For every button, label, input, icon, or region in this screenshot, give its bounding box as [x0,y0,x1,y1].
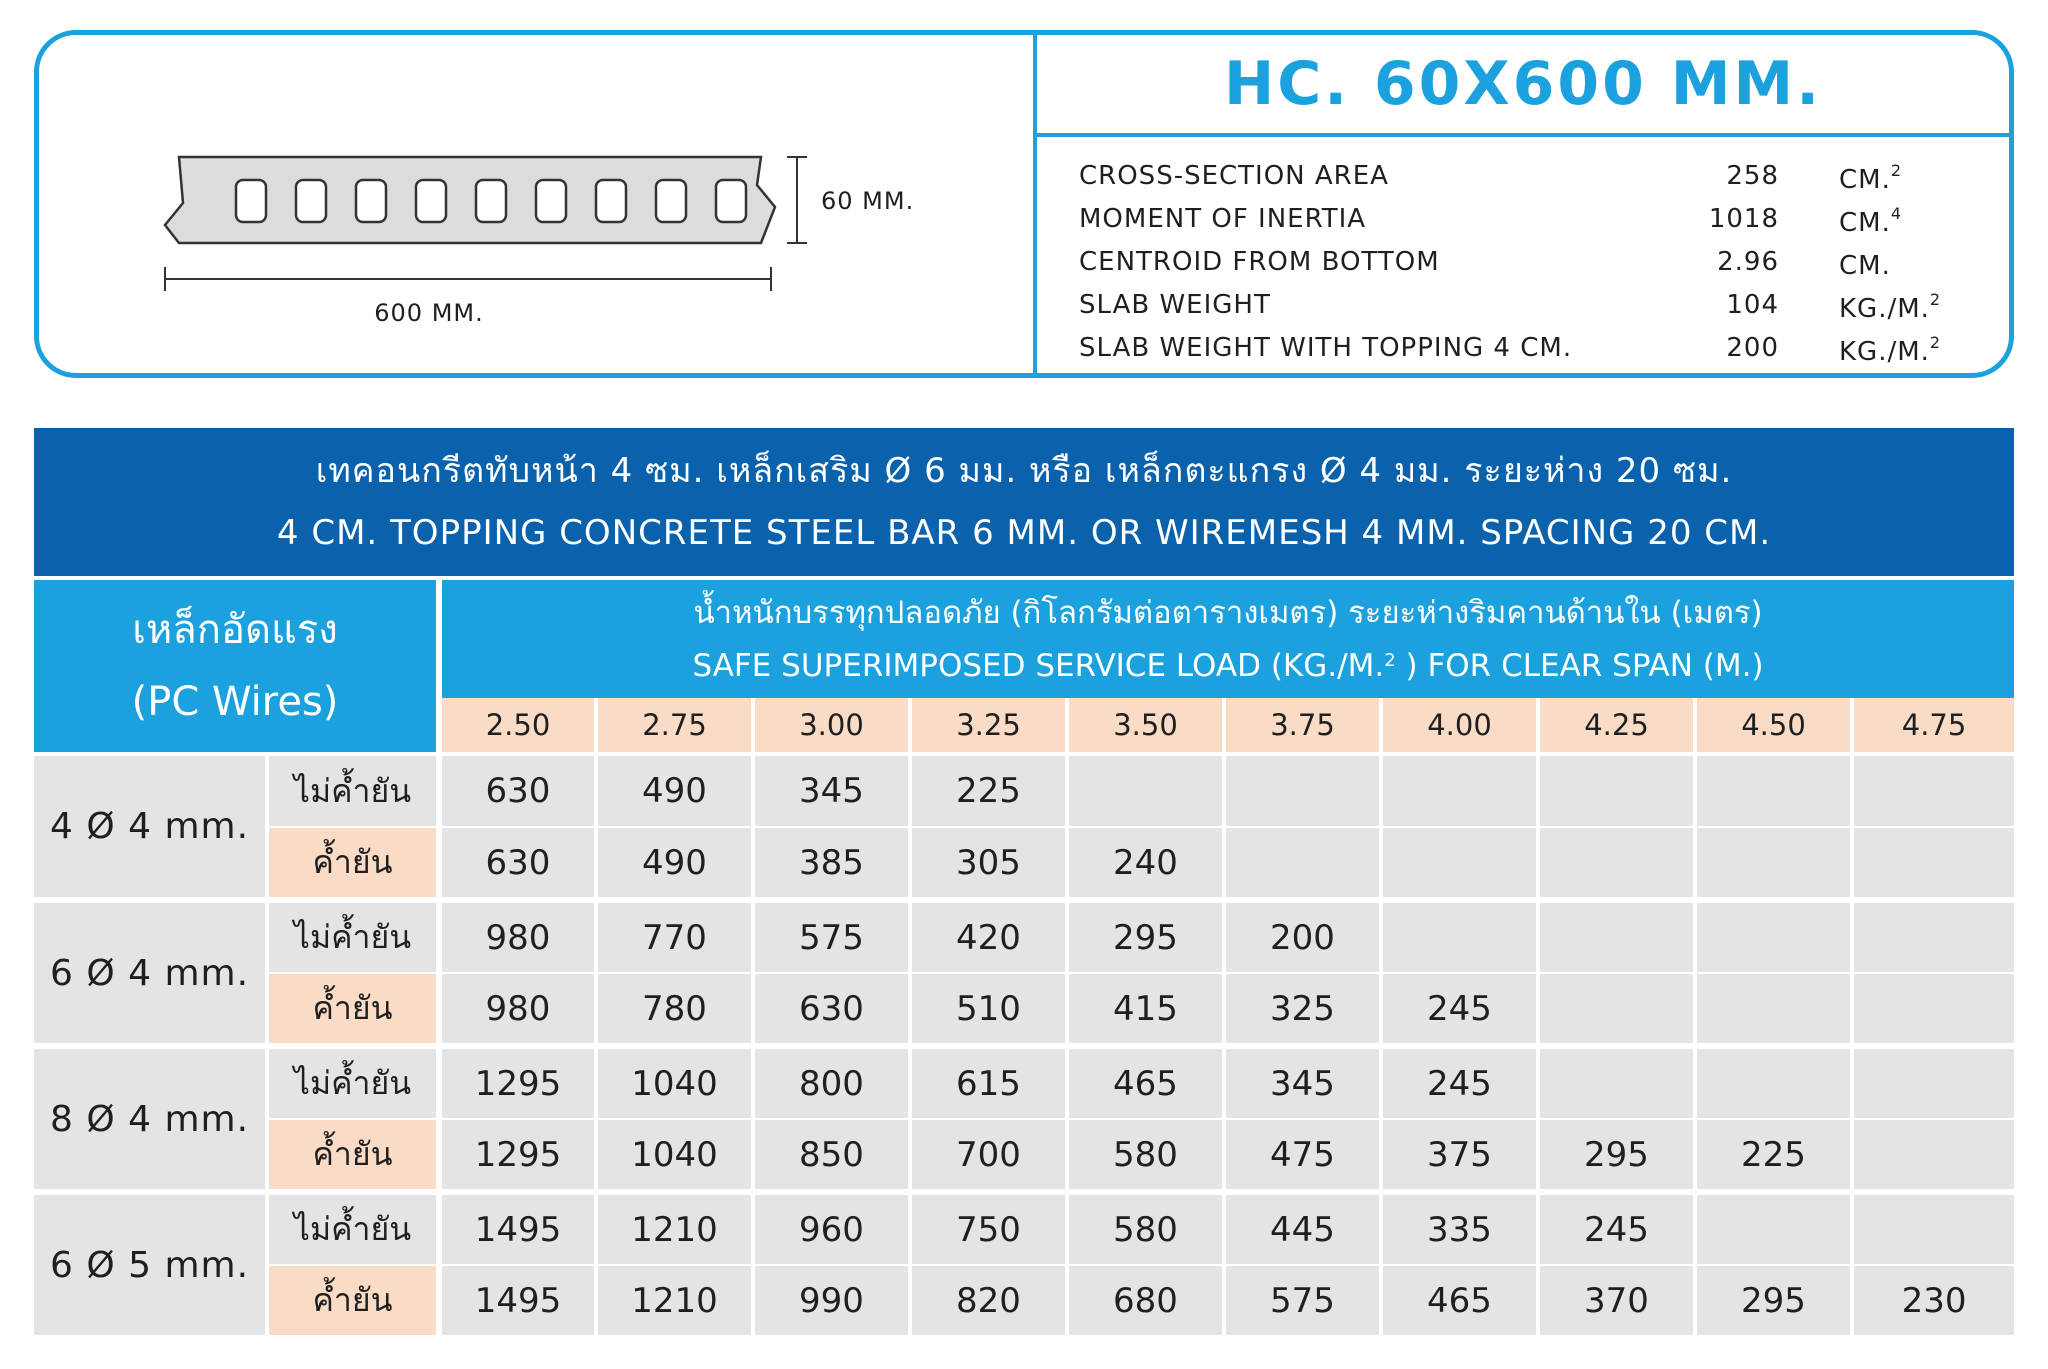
pc-wires-english: (PC Wires) [131,679,339,725]
load-row-shored [34,973,2014,1046]
load-value-cell: 580 [1067,1192,1224,1265]
safe-load-english-sup: 2 [1384,649,1396,671]
property-unit-text: CM. [1839,208,1891,238]
load-value-cell: 345 [1224,1046,1381,1119]
property-unit [1839,290,1941,324]
load-value-cell [1381,827,1538,900]
load-value-cell [1695,827,1852,900]
property-unit [1839,333,1941,367]
load-value-cell [1067,754,1224,827]
load-value-cell: 225 [910,754,1067,827]
load-value-cell [1538,754,1695,827]
slab-core [476,180,506,222]
property-row [1079,327,1999,370]
load-value-cell: 335 [1381,1192,1538,1265]
slab-core [416,180,446,222]
load-value-cell [1538,827,1695,900]
span-header-cell: 4.00 [1381,698,1538,754]
load-value-cell: 750 [910,1192,1067,1265]
load-row-shored [34,1119,2014,1192]
load-value-cell: 230 [1852,1265,2014,1338]
load-value-cell: 630 [439,827,596,900]
load-value-cell [1695,754,1852,827]
load-value-cell [1538,1046,1695,1119]
load-value-cell: 345 [753,754,910,827]
load-value-cell [1852,1192,2014,1265]
load-value-cell: 375 [1381,1119,1538,1192]
load-value-cell: 1210 [596,1192,753,1265]
load-value-cell: 245 [1538,1192,1695,1265]
load-value-cell: 980 [439,973,596,1046]
span-header-cell: 4.75 [1852,698,2014,754]
slab-core [296,180,326,222]
property-value: 258 [1726,161,1779,191]
load-value-cell: 295 [1067,900,1224,973]
shored-label: ค้ำยัน [267,1265,439,1338]
property-unit [1839,247,1891,281]
load-value-cell: 1040 [596,1046,753,1119]
load-value-cell [1224,827,1381,900]
wire-config-label: 6 Ø 4 mm. [34,900,267,1046]
property-row [1079,198,1999,241]
property-unit-sup: 4 [1890,204,1903,223]
load-value-cell: 820 [910,1265,1067,1338]
load-value-cell: 490 [596,827,753,900]
property-name: MOMENT OF INERTIA [1079,204,1367,234]
load-value-cell: 510 [910,973,1067,1046]
property-value: 200 [1726,333,1779,363]
load-value-cell [1695,1046,1852,1119]
shored-label: ค้ำยัน [267,827,439,900]
load-row-unshored [34,900,2014,973]
span-header-cell: 2.75 [596,698,753,754]
wire-config-label: 4 Ø 4 mm. [34,754,267,900]
property-name: CENTROID FROM BOTTOM [1079,247,1440,277]
load-row-unshored [34,1046,2014,1119]
load-value-cell: 445 [1224,1192,1381,1265]
slab-cores [236,180,746,222]
unshored-label: ไม่ค้ำยัน [267,1046,439,1119]
span-header-cell: 4.25 [1538,698,1695,754]
span-header-cell: 3.75 [1224,698,1381,754]
property-unit-text: KG./M. [1839,294,1930,324]
property-list [1079,155,1999,370]
load-table [34,428,2014,1341]
property-name: CROSS-SECTION AREA [1079,161,1389,191]
span-header-cell: 3.25 [910,698,1067,754]
cross-section-drawing [39,35,1033,373]
property-row [1079,284,1999,327]
load-value-cell: 325 [1224,973,1381,1046]
pc-wires-thai: เหล็กอัดแรง [132,607,338,653]
product-title-box [1037,35,2009,137]
safe-load-header [439,578,2014,698]
load-value-cell [1538,900,1695,973]
load-value-cell: 245 [1381,973,1538,1046]
span-header-cell: 3.00 [753,698,910,754]
load-value-cell [1538,973,1695,1046]
load-value-cell [1852,754,2014,827]
span-header-cell: 4.50 [1695,698,1852,754]
banner-thai: เทคอนกรีตทับหน้า 4 ซม. เหล็กเสริม Ø 6 มม. หรือ เหล็กตะแกรง Ø 4 มม. ระยะห่าง 20 ซม. [315,451,1733,491]
load-value-cell [1852,827,2014,900]
slab-core [596,180,626,222]
load-value-cell: 630 [753,973,910,1046]
property-unit-text: CM. [1839,165,1891,195]
load-value-cell: 465 [1067,1046,1224,1119]
load-value-cell: 770 [596,900,753,973]
load-value-cell: 780 [596,973,753,1046]
load-value-cell [1852,900,2014,973]
load-value-cell: 1295 [439,1046,596,1119]
banner-row [34,428,2014,578]
property-unit [1839,161,1902,195]
load-value-cell: 980 [439,900,596,973]
load-value-cell [1852,1046,2014,1119]
property-name: SLAB WEIGHT [1079,290,1271,320]
load-value-cell: 1210 [596,1265,753,1338]
slab-cross-section-svg [39,35,1033,373]
safe-load-english-part2: ) FOR CLEAR SPAN (M.) [1395,647,1764,684]
load-value-cell: 575 [753,900,910,973]
property-row [1079,241,1999,284]
slab-core [536,180,566,222]
load-value-cell: 475 [1224,1119,1381,1192]
load-value-cell: 615 [910,1046,1067,1119]
property-unit-text: CM. [1839,251,1891,281]
wire-config-label: 8 Ø 4 mm. [34,1046,267,1192]
load-value-cell [1695,1192,1852,1265]
load-value-cell [1852,1119,2014,1192]
load-value-cell: 245 [1381,1046,1538,1119]
load-value-cell: 990 [753,1265,910,1338]
load-value-cell [1381,754,1538,827]
load-value-cell: 575 [1224,1265,1381,1338]
wire-config-label: 6 Ø 5 mm. [34,1192,267,1338]
banner-english: 4 CM. TOPPING CONCRETE STEEL BAR 6 MM. OR WIREMESH 4 MM. SPACING 20 CM. [276,513,1772,553]
load-value-cell: 295 [1538,1119,1695,1192]
load-value-cell [1695,900,1852,973]
property-value: 104 [1726,290,1779,320]
unshored-label: ไม่ค้ำยัน [267,1192,439,1265]
slab-core [656,180,686,222]
property-row [1079,155,1999,198]
load-value-cell: 200 [1224,900,1381,973]
pc-wires-header [34,578,439,754]
load-value-cell: 580 [1067,1119,1224,1192]
load-value-cell: 305 [910,827,1067,900]
topping-banner [34,428,2014,578]
property-unit-text: KG./M. [1839,337,1930,367]
load-row-shored [34,1265,2014,1338]
load-row-shored [34,827,2014,900]
load-value-cell: 225 [1695,1119,1852,1192]
shored-label: ค้ำยัน [267,973,439,1046]
property-name: SLAB WEIGHT WITH TOPPING 4 CM. [1079,333,1573,363]
load-value-cell: 1495 [439,1192,596,1265]
shored-label: ค้ำยัน [267,1119,439,1192]
load-value-cell: 680 [1067,1265,1224,1338]
load-value-cell [1695,973,1852,1046]
safe-load-thai: น้ำหนักบรรทุกปลอดภัย (กิโลกรัมต่อตารางเมตร) ระยะห่างริมคานด้านใน (เมตร) [693,594,1763,631]
property-value: 1018 [1708,204,1779,234]
property-value: 2.96 [1717,247,1779,277]
load-value-cell [1381,900,1538,973]
load-value-cell [1852,973,2014,1046]
load-value-cell: 850 [753,1119,910,1192]
load-value-cell: 960 [753,1192,910,1265]
load-value-cell: 1040 [596,1119,753,1192]
unshored-label: ไม่ค้ำยัน [267,900,439,973]
load-row-unshored [34,1192,2014,1265]
product-title: HC. 60X600 MM. [1223,49,1823,119]
load-value-cell: 490 [596,754,753,827]
load-value-cell: 700 [910,1119,1067,1192]
slab-core [236,180,266,222]
thickness-label: 60 MM. [821,187,915,215]
load-value-cell: 415 [1067,973,1224,1046]
load-value-cell: 465 [1381,1265,1538,1338]
property-unit [1839,204,1902,238]
spec-panel [34,30,2014,378]
load-value-cell: 385 [753,827,910,900]
load-value-cell: 1495 [439,1265,596,1338]
load-value-cell: 1295 [439,1119,596,1192]
width-label: 600 MM. [374,299,484,327]
load-value-cell [1224,754,1381,827]
load-value-cell: 420 [910,900,1067,973]
unshored-label: ไม่ค้ำยัน [267,754,439,827]
load-value-cell: 240 [1067,827,1224,900]
load-header-row [34,578,2014,698]
load-row-unshored [34,754,2014,827]
span-header-cell: 3.50 [1067,698,1224,754]
property-unit-sup: 2 [1929,333,1942,352]
load-value-cell: 630 [439,754,596,827]
load-value-cell: 800 [753,1046,910,1119]
property-unit-sup: 2 [1929,290,1942,309]
load-value-cell: 295 [1695,1265,1852,1338]
property-unit-sup: 2 [1890,161,1903,180]
safe-load-english [442,637,2014,690]
slab-core [356,180,386,222]
load-value-cell: 370 [1538,1265,1695,1338]
safe-load-english-part1: SAFE SUPERIMPOSED SERVICE LOAD (KG./M. [692,647,1385,684]
span-header-cell: 2.50 [439,698,596,754]
slab-core [716,180,746,222]
